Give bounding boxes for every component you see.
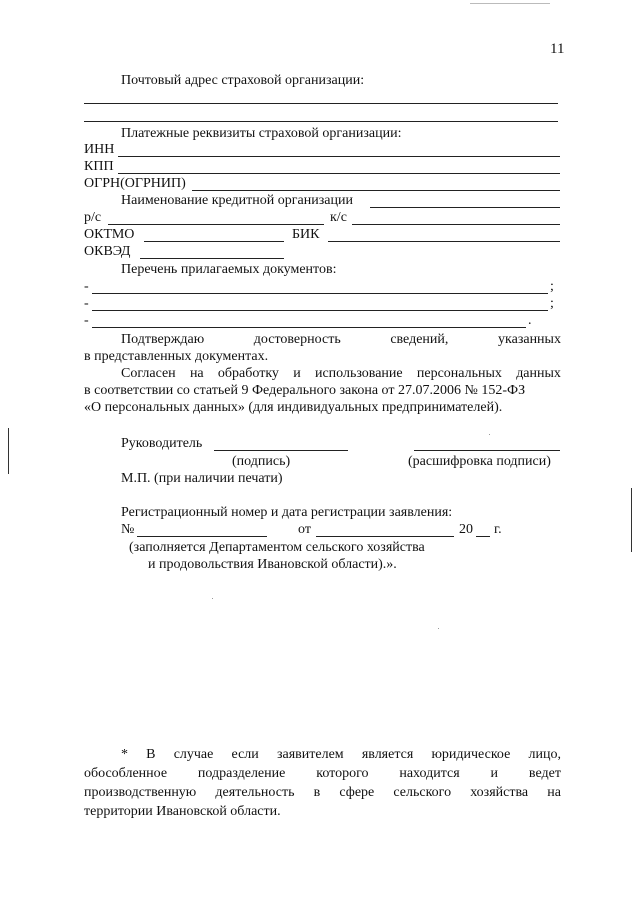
footnote-word: сфере	[339, 785, 375, 800]
payment-details-label: Платежные реквизиты страховой организации:	[121, 126, 402, 141]
year-suffix: г.	[494, 522, 502, 537]
head-label: Руководитель	[121, 436, 203, 451]
consent-word: персональных	[416, 366, 502, 381]
year-field[interactable]	[476, 536, 490, 537]
oktmo-field[interactable]	[144, 241, 284, 242]
ks-label: к/с	[330, 210, 347, 225]
ks-field[interactable]	[352, 224, 560, 225]
filled-by-line-2: и продовольствия Ивановской области).».	[148, 557, 397, 572]
confirm-word: достоверность	[253, 332, 341, 347]
footnote-word: заявителем	[276, 747, 344, 762]
confirm-line-2: в представленных документах.	[84, 349, 269, 364]
registration-number-field[interactable]	[137, 536, 267, 537]
footnote-word: находится	[399, 766, 460, 781]
consent-word: обработку	[217, 366, 279, 381]
signature-decoding-caption: (расшифровка подписи)	[408, 454, 551, 469]
document-line-3[interactable]	[92, 327, 526, 328]
postal-address-line-1[interactable]	[84, 103, 558, 104]
document-line-1[interactable]	[92, 293, 548, 294]
filled-by-line-1: (заполняется Департаментом сельского хозяйства	[129, 540, 425, 555]
consent-line-3: «О персональных данных» (для индивидуальных предпринимателей).	[84, 400, 503, 415]
consent-line-2: в соответствии со статьей 9 Федерального закона от 27.07.2006 № 152-ФЗ	[84, 383, 526, 398]
number-sign: №	[121, 522, 135, 537]
footnote-word: хозяйства	[470, 785, 529, 800]
scan-edge-mark	[631, 488, 632, 552]
postal-address-label: Почтовый адрес страховой организации:	[121, 73, 365, 88]
registration-date-field[interactable]	[316, 536, 454, 537]
footnote-word: юридическое	[431, 747, 511, 762]
consent-word: данных	[516, 366, 561, 381]
footnote-word: деятельность	[215, 785, 295, 800]
confirm-word: Подтверждаю	[121, 332, 205, 347]
kpp-field[interactable]	[118, 173, 560, 174]
footnote-word: лицо,	[528, 747, 561, 762]
consent-word: на	[189, 366, 204, 381]
footnote-word: сельского	[393, 785, 452, 800]
footnote-word: случае	[173, 747, 214, 762]
registration-label: Регистрационный номер и дата регистрации заявления:	[121, 505, 453, 520]
consent-line-1	[121, 366, 561, 382]
signature-decoding-field[interactable]	[414, 450, 560, 451]
doc-end-1: ;	[550, 279, 554, 294]
doc-end-2: ;	[550, 296, 554, 311]
footnote-word: *	[121, 747, 128, 762]
footnote-line-4: территории Ивановской области.	[84, 804, 281, 819]
footnote-word: ведет	[528, 766, 561, 781]
footnote-line-1	[121, 747, 561, 763]
confirm-word: указанных	[498, 332, 561, 347]
rs-label: р/с	[84, 210, 102, 225]
footnote-word: в	[313, 785, 321, 800]
doc-end-3: .	[528, 313, 532, 328]
rs-field[interactable]	[108, 224, 324, 225]
confirm-line-1	[121, 332, 561, 348]
scan-speck	[489, 434, 490, 435]
bik-field[interactable]	[328, 241, 560, 242]
consent-word: и	[293, 366, 301, 381]
doc-bullet-3: -	[84, 313, 89, 328]
bik-label: БИК	[292, 227, 320, 242]
footnote-word: и	[490, 766, 499, 781]
bank-name-label: Наименование кредитной организации	[121, 193, 353, 208]
okved-field[interactable]	[140, 258, 284, 259]
from-label: от	[298, 522, 311, 537]
consent-word: использование	[314, 366, 403, 381]
okved-label: ОКВЭД	[84, 244, 131, 259]
scan-speck	[212, 598, 213, 599]
ogrn-field[interactable]	[192, 190, 560, 191]
ogrn-label: ОГРН(ОГРНИП)	[84, 176, 186, 191]
kpp-label: КПП	[84, 159, 114, 174]
scan-top-mark	[470, 3, 550, 4]
footnote-line-2	[84, 766, 561, 782]
footnote-word: подразделение	[197, 766, 286, 781]
scan-edge-mark	[8, 428, 9, 474]
footnote-word: которого	[316, 766, 369, 781]
documents-list-label: Перечень прилагаемых документов:	[121, 262, 337, 277]
footnote-word: производственную	[84, 785, 197, 800]
oktmo-label: ОКТМО	[84, 227, 135, 242]
signature-field[interactable]	[214, 450, 348, 451]
bank-name-field[interactable]	[370, 207, 560, 208]
postal-address-line-2[interactable]	[84, 121, 558, 122]
year-prefix: 20	[459, 522, 473, 537]
footnote-word: В	[146, 747, 156, 762]
doc-bullet-1: -	[84, 279, 89, 294]
scan-speck	[438, 628, 439, 629]
footnote-word: если	[231, 747, 259, 762]
signature-caption: (подпись)	[232, 454, 291, 469]
confirm-word: сведений,	[390, 332, 449, 347]
footnote-word: на	[547, 785, 561, 800]
footnote-word: обособленное	[84, 766, 168, 781]
doc-bullet-2: -	[84, 296, 89, 311]
page-number: 11	[550, 41, 565, 57]
footnote-line-3	[84, 785, 561, 801]
document-line-2[interactable]	[92, 310, 548, 311]
footnote-word: является	[361, 747, 414, 762]
inn-label: ИНН	[84, 142, 115, 157]
consent-word: Согласен	[121, 366, 176, 381]
inn-field[interactable]	[118, 156, 560, 157]
stamp-note: М.П. (при наличии печати)	[121, 471, 283, 486]
